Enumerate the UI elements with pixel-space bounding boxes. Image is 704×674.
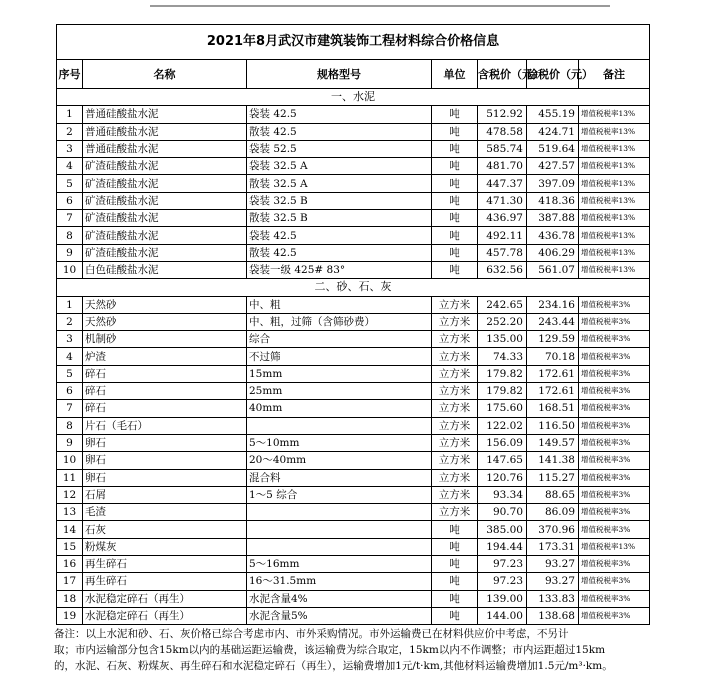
row-unit: 吨 (432, 261, 478, 278)
row-unit: 立方米 (432, 296, 478, 313)
table-row (57, 469, 650, 486)
row-name: 水泥稳定碎石（再生） (83, 607, 247, 624)
row-name: 石灰 (83, 521, 247, 538)
row-unit: 立方米 (432, 486, 478, 503)
row-unit: 立方米 (432, 313, 478, 330)
row-price-excl: 138.68 (527, 607, 579, 624)
table-row (57, 348, 650, 365)
section-header-row (57, 279, 650, 296)
row-remark: 增值税税率13% (579, 210, 650, 227)
footer-note (54, 626, 651, 674)
row-unit: 吨 (432, 106, 478, 123)
row-unit: 吨 (432, 521, 478, 538)
row-unit: 立方米 (432, 452, 478, 469)
row-name: 炉渣 (83, 348, 247, 365)
row-remark: 增值税税率3% (579, 365, 650, 382)
row-seq: 8 (57, 227, 83, 244)
row-spec: 25mm (247, 383, 432, 400)
row-price-excl: 86.09 (527, 504, 579, 521)
table-row (57, 383, 650, 400)
row-price-excl: 427.57 (527, 158, 579, 175)
row-spec: 散装 42.5 (247, 123, 432, 140)
row-seq: 17 (57, 573, 83, 590)
row-price-incl: 242.65 (478, 296, 527, 313)
table-row (57, 140, 650, 157)
header-remark: 备注 (579, 60, 650, 89)
row-spec: 5～16mm (247, 556, 432, 573)
row-spec (247, 504, 432, 521)
row-spec: 40mm (247, 400, 432, 417)
table-row (57, 417, 650, 434)
row-price-incl: 252.20 (478, 313, 527, 330)
row-seq: 10 (57, 261, 83, 278)
row-name: 粉煤灰 (83, 538, 247, 555)
row-spec: 袋装一级 425# 83° (247, 261, 432, 278)
table-row (57, 192, 650, 209)
row-remark: 增值税税率13% (579, 140, 650, 157)
table-title: 2021年8月武汉市建筑装饰工程材料综合价格信息 (57, 25, 650, 60)
row-remark: 增值税税率13% (579, 158, 650, 175)
row-remark: 增值税税率3% (579, 452, 650, 469)
row-price-incl: 90.70 (478, 504, 527, 521)
row-price-incl: 478.58 (478, 123, 527, 140)
row-remark: 增值税税率3% (579, 590, 650, 607)
row-spec: 水泥含量5% (247, 607, 432, 624)
row-seq: 15 (57, 538, 83, 555)
row-price-excl: 129.59 (527, 331, 579, 348)
row-name: 普通硅酸盐水泥 (83, 140, 247, 157)
row-remark: 增值税税率3% (579, 348, 650, 365)
row-spec: 综合 (247, 331, 432, 348)
row-price-excl: 70.18 (527, 348, 579, 365)
row-spec: 中、粗，过筛（含筛砂费） (247, 313, 432, 330)
row-seq: 3 (57, 331, 83, 348)
row-price-excl: 88.65 (527, 486, 579, 503)
row-name: 机制砂 (83, 331, 247, 348)
footer-line: 取；市内运输部分包含15km以内的基础运距运输费，该运输费为综合取定，15km以内不作调整；市内运距超过15km (54, 644, 606, 657)
row-price-excl: 115.27 (527, 469, 579, 486)
table-row (57, 261, 650, 278)
row-price-excl: 173.31 (527, 538, 579, 555)
row-spec (247, 538, 432, 555)
row-price-incl: 471.30 (478, 192, 527, 209)
row-spec: 水泥含量4% (247, 590, 432, 607)
row-name: 片石（毛石） (83, 417, 247, 434)
row-remark: 增值税税率3% (579, 469, 650, 486)
row-spec: 袋装 42.5 (247, 106, 432, 123)
row-price-incl: 632.56 (478, 261, 527, 278)
row-price-incl: 122.02 (478, 417, 527, 434)
row-remark: 增值税税率3% (579, 504, 650, 521)
row-remark: 增值税税率3% (579, 417, 650, 434)
row-unit: 吨 (432, 607, 478, 624)
row-name: 卵石 (83, 469, 247, 486)
row-seq: 13 (57, 504, 83, 521)
table-row (57, 244, 650, 261)
row-price-incl: 385.00 (478, 521, 527, 538)
row-unit: 吨 (432, 175, 478, 192)
row-unit: 吨 (432, 227, 478, 244)
row-name: 矿渣硅酸盐水泥 (83, 158, 247, 175)
row-remark: 增值税税率13% (579, 123, 650, 140)
row-spec: 16～31.5mm (247, 573, 432, 590)
row-seq: 2 (57, 123, 83, 140)
row-name: 天然砂 (83, 313, 247, 330)
row-name: 卵石 (83, 452, 247, 469)
row-price-incl: 481.70 (478, 158, 527, 175)
table-row (57, 331, 650, 348)
row-price-incl: 120.76 (478, 469, 527, 486)
row-seq: 6 (57, 383, 83, 400)
header-unit: 单位 (432, 60, 478, 89)
header-price-excl: 除税价（元） (527, 60, 579, 89)
row-name: 矿渣硅酸盐水泥 (83, 227, 247, 244)
row-remark: 增值税税率3% (579, 296, 650, 313)
row-unit: 吨 (432, 123, 478, 140)
row-name: 卵石 (83, 434, 247, 451)
row-remark: 增值税税率13% (579, 261, 650, 278)
row-name: 再生碎石 (83, 573, 247, 590)
row-seq: 5 (57, 175, 83, 192)
row-unit: 立方米 (432, 365, 478, 382)
row-unit: 吨 (432, 538, 478, 555)
row-seq: 18 (57, 590, 83, 607)
row-price-incl: 97.23 (478, 556, 527, 573)
row-remark: 增值税税率13% (579, 192, 650, 209)
row-remark: 增值税税率13% (579, 175, 650, 192)
table-row (57, 296, 650, 313)
section-title: 一、水泥 (57, 89, 650, 106)
row-remark: 增值税税率3% (579, 521, 650, 538)
row-name: 矿渣硅酸盐水泥 (83, 175, 247, 192)
table-row (57, 573, 650, 590)
row-spec: 袋装 32.5 A (247, 158, 432, 175)
row-spec: 20～40mm (247, 452, 432, 469)
row-remark: 增值税税率3% (579, 556, 650, 573)
row-price-incl: 194.44 (478, 538, 527, 555)
table-row (57, 400, 650, 417)
row-name: 碎石 (83, 400, 247, 417)
row-unit: 吨 (432, 192, 478, 209)
row-spec: 不过筛 (247, 348, 432, 365)
table-row (57, 313, 650, 330)
row-unit: 吨 (432, 140, 478, 157)
row-price-excl: 93.27 (527, 556, 579, 573)
header-name: 名称 (83, 60, 247, 89)
row-remark: 增值税税率3% (579, 607, 650, 624)
row-seq: 16 (57, 556, 83, 573)
row-unit: 立方米 (432, 400, 478, 417)
row-name: 石屑 (83, 486, 247, 503)
row-unit: 吨 (432, 590, 478, 607)
row-remark: 增值税税率13% (579, 106, 650, 123)
row-name: 再生碎石 (83, 556, 247, 573)
row-name: 毛渣 (83, 504, 247, 521)
price-sheet (56, 24, 649, 674)
row-remark: 增值税税率3% (579, 486, 650, 503)
row-price-incl: 156.09 (478, 434, 527, 451)
row-price-incl: 457.78 (478, 244, 527, 261)
header-seq: 序号 (57, 60, 83, 89)
row-spec: 5～10mm (247, 434, 432, 451)
row-price-incl: 93.34 (478, 486, 527, 503)
table-row (57, 607, 650, 624)
row-unit: 吨 (432, 244, 478, 261)
row-seq: 3 (57, 140, 83, 157)
row-spec: 散装 32.5 A (247, 175, 432, 192)
row-price-incl: 175.60 (478, 400, 527, 417)
row-remark: 增值税税率13% (579, 227, 650, 244)
header-price-incl: 含税价（元） (478, 60, 527, 89)
row-spec: 袋装 32.5 B (247, 192, 432, 209)
row-price-excl: 561.07 (527, 261, 579, 278)
table-row (57, 158, 650, 175)
row-name: 水泥稳定碎石（再生） (83, 590, 247, 607)
row-unit: 立方米 (432, 348, 478, 365)
section-header-row (57, 89, 650, 106)
row-price-incl: 144.00 (478, 607, 527, 624)
row-price-excl: 133.83 (527, 590, 579, 607)
row-price-incl: 74.33 (478, 348, 527, 365)
row-seq: 11 (57, 469, 83, 486)
row-spec: 散装 42.5 (247, 244, 432, 261)
row-remark: 增值税税率3% (579, 331, 650, 348)
row-seq: 14 (57, 521, 83, 538)
row-unit: 立方米 (432, 434, 478, 451)
section-title: 二、砂、石、灰 (57, 279, 650, 296)
clipped-previous-line (150, 0, 610, 7)
row-remark: 增值税税率3% (579, 434, 650, 451)
row-remark: 增值税税率3% (579, 313, 650, 330)
table-row (57, 434, 650, 451)
row-unit: 立方米 (432, 417, 478, 434)
row-unit: 立方米 (432, 383, 478, 400)
row-price-incl: 179.82 (478, 365, 527, 382)
row-unit: 吨 (432, 210, 478, 227)
row-price-excl: 243.44 (527, 313, 579, 330)
row-seq: 8 (57, 417, 83, 434)
table-row (57, 175, 650, 192)
row-price-incl: 139.00 (478, 590, 527, 607)
row-spec: 袋装 52.5 (247, 140, 432, 157)
row-price-excl: 93.27 (527, 573, 579, 590)
footer-line: 的，水泥、石灰、粉煤灰、再生碎石和水泥稳定碎石（再生），运输费增加1元/t·km,其他材料运输费增加1.5元/m³·km。 (54, 660, 613, 673)
row-seq: 10 (57, 452, 83, 469)
row-price-incl: 447.37 (478, 175, 527, 192)
price-table (56, 24, 650, 625)
row-seq: 1 (57, 296, 83, 313)
row-unit: 吨 (432, 573, 478, 590)
row-remark: 增值税税率3% (579, 400, 650, 417)
row-seq: 7 (57, 210, 83, 227)
row-price-excl: 455.19 (527, 106, 579, 123)
row-name: 矿渣硅酸盐水泥 (83, 210, 247, 227)
row-price-excl: 234.16 (527, 296, 579, 313)
row-name: 碎石 (83, 383, 247, 400)
row-price-excl: 406.29 (527, 244, 579, 261)
row-seq: 2 (57, 313, 83, 330)
row-name: 矿渣硅酸盐水泥 (83, 244, 247, 261)
row-unit: 立方米 (432, 469, 478, 486)
row-price-excl: 168.51 (527, 400, 579, 417)
row-price-excl: 172.61 (527, 383, 579, 400)
row-seq: 19 (57, 607, 83, 624)
row-seq: 4 (57, 158, 83, 175)
row-spec: 中、粗 (247, 296, 432, 313)
row-unit: 吨 (432, 158, 478, 175)
table-row (57, 590, 650, 607)
row-unit: 立方米 (432, 331, 478, 348)
row-unit: 吨 (432, 556, 478, 573)
table-row (57, 556, 650, 573)
row-seq: 4 (57, 348, 83, 365)
row-price-excl: 370.96 (527, 521, 579, 538)
row-name: 普通硅酸盐水泥 (83, 123, 247, 140)
row-remark: 增值税税率3% (579, 383, 650, 400)
table-row (57, 504, 650, 521)
row-name: 白色硅酸盐水泥 (83, 261, 247, 278)
row-price-incl: 135.00 (478, 331, 527, 348)
row-remark: 增值税税率13% (579, 538, 650, 555)
row-name: 天然砂 (83, 296, 247, 313)
row-spec: 1～5 综合 (247, 486, 432, 503)
row-price-excl: 172.61 (527, 365, 579, 382)
row-price-excl: 387.88 (527, 210, 579, 227)
row-spec: 混合料 (247, 469, 432, 486)
row-name: 碎石 (83, 365, 247, 382)
row-remark: 增值税税率3% (579, 573, 650, 590)
row-spec (247, 521, 432, 538)
row-spec (247, 417, 432, 434)
row-name: 普通硅酸盐水泥 (83, 106, 247, 123)
table-row (57, 365, 650, 382)
row-price-incl: 585.74 (478, 140, 527, 157)
row-price-incl: 512.92 (478, 106, 527, 123)
row-price-excl: 436.78 (527, 227, 579, 244)
table-row (57, 123, 650, 140)
row-price-incl: 97.23 (478, 573, 527, 590)
table-row (57, 106, 650, 123)
row-price-incl: 492.11 (478, 227, 527, 244)
row-name: 矿渣硅酸盐水泥 (83, 192, 247, 209)
row-price-excl: 149.57 (527, 434, 579, 451)
row-remark: 增值税税率13% (579, 244, 650, 261)
table-row (57, 538, 650, 555)
row-seq: 9 (57, 244, 83, 261)
row-price-incl: 179.82 (478, 383, 527, 400)
header-spec: 规格型号 (247, 60, 432, 89)
row-price-excl: 418.36 (527, 192, 579, 209)
row-seq: 1 (57, 106, 83, 123)
row-price-excl: 141.38 (527, 452, 579, 469)
row-spec: 15mm (247, 365, 432, 382)
table-row (57, 227, 650, 244)
row-seq: 12 (57, 486, 83, 503)
row-spec: 袋装 42.5 (247, 227, 432, 244)
row-seq: 5 (57, 365, 83, 382)
row-price-excl: 519.64 (527, 140, 579, 157)
table-row (57, 486, 650, 503)
row-spec: 散装 32.5 B (247, 210, 432, 227)
table-row (57, 521, 650, 538)
row-price-incl: 147.65 (478, 452, 527, 469)
table-row (57, 452, 650, 469)
row-price-excl: 424.71 (527, 123, 579, 140)
row-seq: 6 (57, 192, 83, 209)
row-price-excl: 397.09 (527, 175, 579, 192)
row-price-incl: 436.97 (478, 210, 527, 227)
table-row (57, 210, 650, 227)
row-seq: 7 (57, 400, 83, 417)
row-seq: 9 (57, 434, 83, 451)
row-unit: 立方米 (432, 504, 478, 521)
footer-line: 备注：以上水泥和砂、石、灰价格已综合考虑市内、市外采购情况。市外运输费已在材料供应价中考虑，不另计 (54, 628, 569, 641)
row-price-excl: 116.50 (527, 417, 579, 434)
